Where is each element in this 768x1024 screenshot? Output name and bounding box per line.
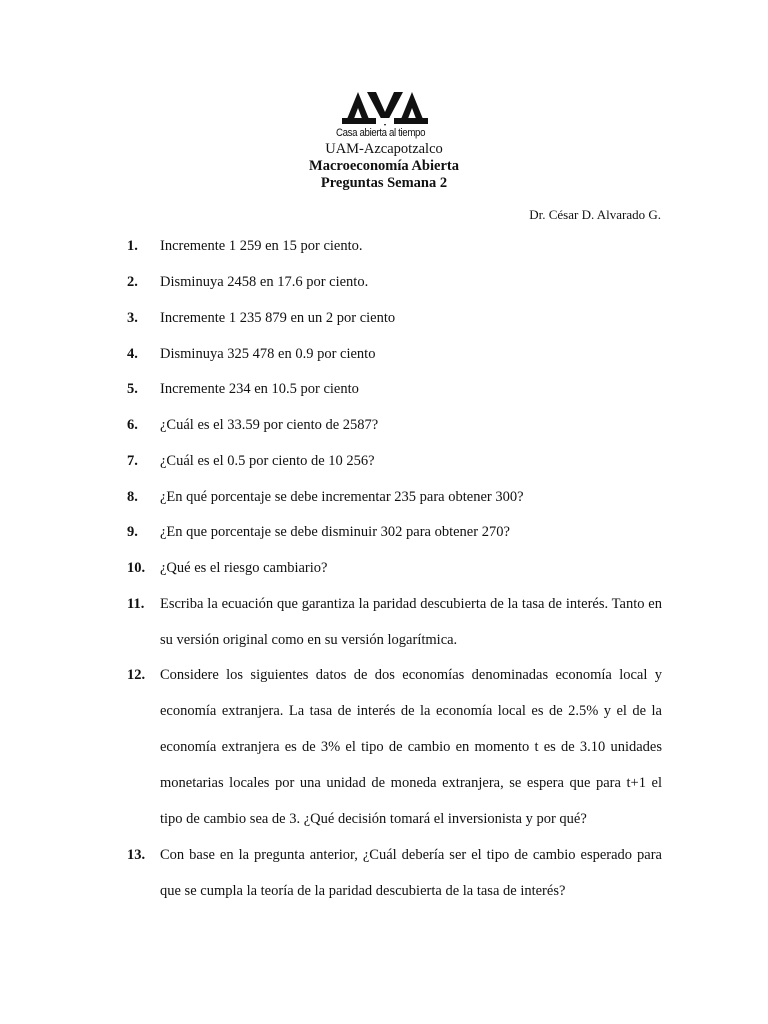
question-text: ¿Cuál es el 0.5 por ciento de 10 256? bbox=[160, 453, 375, 469]
question-number: 9. bbox=[127, 524, 138, 540]
question-text: Disminuya 325 478 en 0.9 por ciento bbox=[160, 346, 376, 362]
question-text: ¿Cuál es el 33.59 por ciento de 2587? bbox=[160, 417, 379, 433]
question-text: Considere los siguientes datos de dos economías denominadas economía local y economía extranjera. La tasa de interés de la economía local es de 2.5% y el de la economía extranjera es de 3% el tipo de cambio en momento t es de 3.10 unidades monetarias locales por una unidad de moneda extranjera, se espera que para t+1 el tipo de cambio sea de 3. ¿Qué decisión tomará el inversionista y por qué? bbox=[160, 667, 662, 827]
question-text: Disminuya 2458 en 17.6 por ciento. bbox=[160, 274, 369, 290]
question-number: 12. bbox=[127, 667, 146, 683]
author-name: Dr. César D. Alvarado G. bbox=[529, 207, 661, 222]
question-text: Incremente 1 259 en 15 por ciento. bbox=[160, 238, 363, 254]
question-number: 4. bbox=[127, 346, 138, 362]
question-number: 13. bbox=[127, 847, 146, 863]
logo-caption: Casa abierta al tiempo bbox=[336, 127, 426, 139]
uam-logo bbox=[338, 88, 432, 128]
question-number: 1. bbox=[127, 238, 138, 254]
question-number: 7. bbox=[127, 453, 138, 469]
question-text: ¿En que porcentaje se debe disminuir 302 para obtener 270? bbox=[160, 524, 510, 540]
question-number: 5. bbox=[127, 381, 138, 397]
question-text: Incremente 234 en 10.5 por ciento bbox=[160, 381, 359, 397]
question-number: 3. bbox=[127, 310, 138, 326]
question-text: ¿Qué es el riesgo cambiario? bbox=[160, 560, 328, 576]
question-number: 10. bbox=[127, 560, 146, 576]
question-number: 2. bbox=[127, 274, 138, 290]
document-title: Preguntas Semana 2 bbox=[320, 175, 448, 191]
question-text: Escriba la ecuación que garantiza la paridad descubierta de la tasa de interés. Tanto en su versión original como en su versión logarítmica. bbox=[160, 596, 662, 648]
question-text: Con base en la pregunta anterior, ¿Cuál debería ser el tipo de cambio esperado para que se cumpla la teoría de la paridad descubierta de la tasa de interés? bbox=[160, 847, 662, 899]
institution-name: UAM-Azcapotzalco bbox=[325, 141, 443, 157]
question-number: 8. bbox=[127, 489, 138, 505]
question-text: Incremente 1 235 879 en un 2 por ciento bbox=[160, 310, 396, 326]
question-text: ¿En qué porcentaje se debe incrementar 235 para obtener 300? bbox=[160, 489, 524, 505]
question-number: 11. bbox=[127, 596, 145, 612]
course-title: Macroeconomía Abierta bbox=[309, 158, 459, 174]
question-number: 6. bbox=[127, 417, 138, 433]
